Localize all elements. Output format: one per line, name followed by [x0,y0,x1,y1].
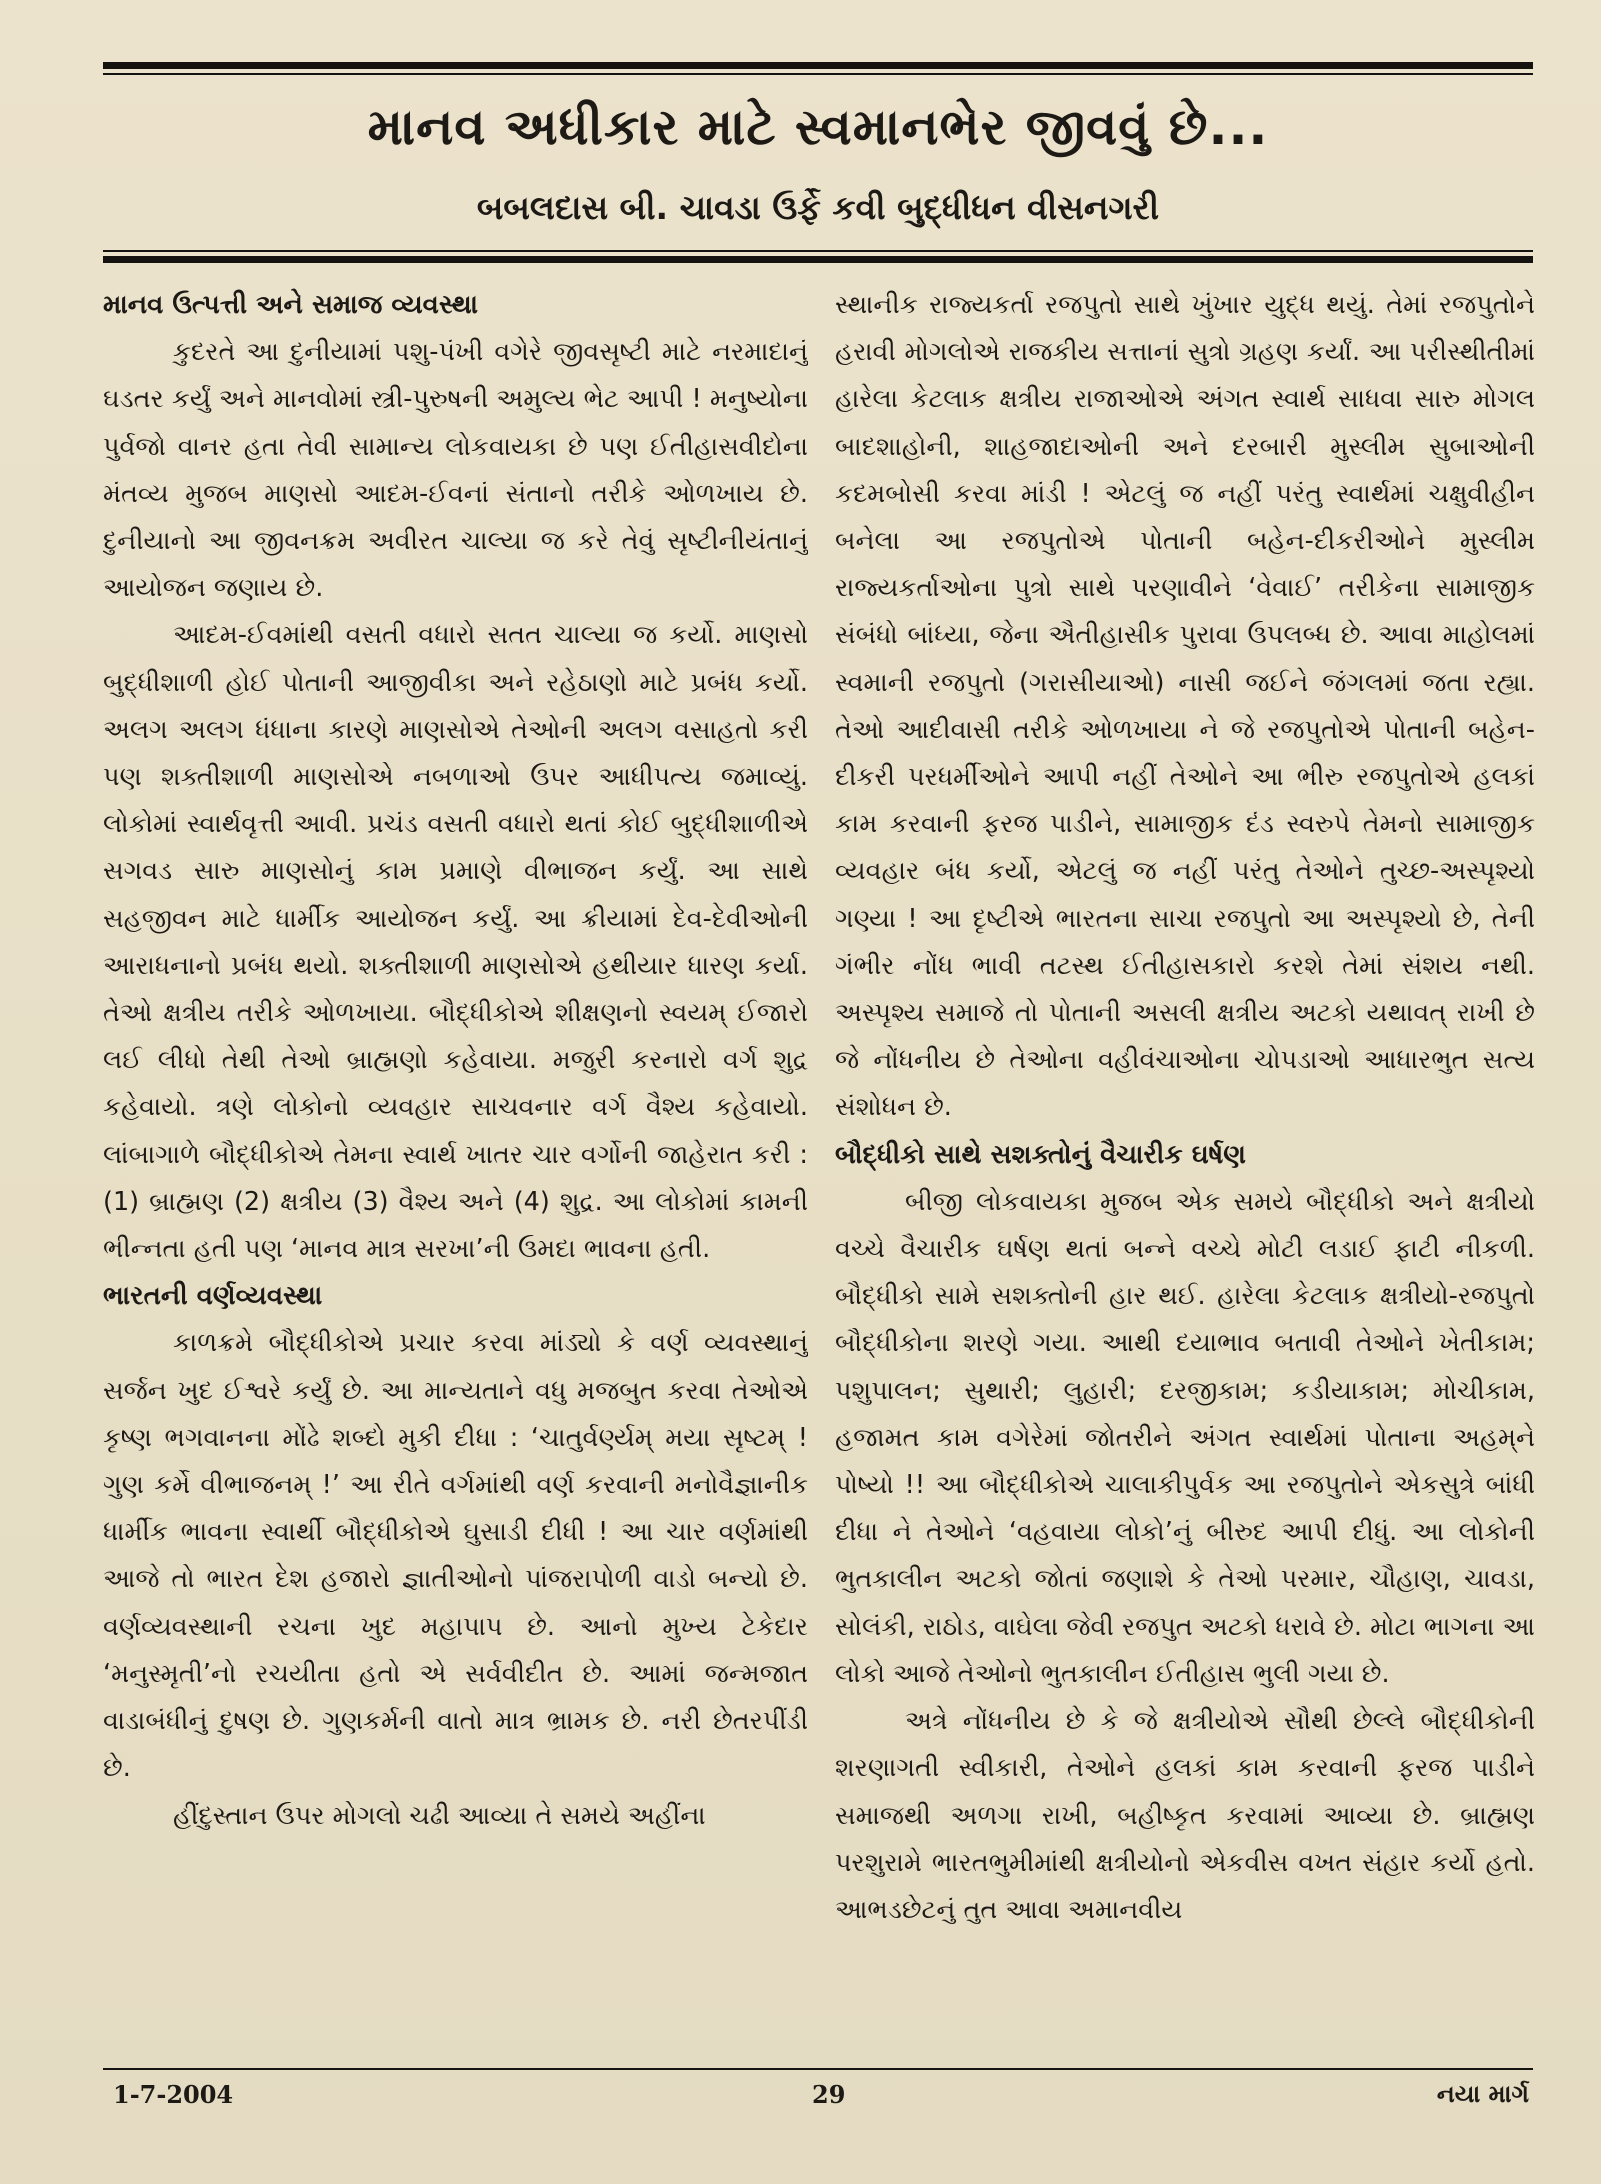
page-number: 29 [812,2080,846,2109]
paragraph: કાળક્રમે બૌદ્ધીકોએ પ્રચાર કરવા માંડ્યો કે વર્ણ વ્યવસ્થાનું સર્જન ખુદ ઈશ્વરે કર્યું છે. આ માન્યતાને વધુ મજબુત કરવા તેઓએ કૃષ્ણ ભગવાનના મોંઢે શબ્દો મુકી દીધા : ‘ચાતુર્વર્ણ્યમ્ મયા સૃષ્ટમ્ ! ગુણ કર્મે વીભાજનમ્ !’ આ રીતે વર્ગમાંથી વર્ણ કરવાની મનોવૈજ્ઞાનીક ધાર્મીક ભાવના સ્વાર્થી બૌદ્ધીકોએ ઘુસાડી દીધી ! આ ચાર વર્ણમાંથી આજે તો ભારત દેશ હજારો જ્ઞાતીઓનો પાંજરાપોળી વાડો બન્યો છે. વર્ણવ્યવસ્થાની રચના ખુદ મહાપાપ છે. આનો મુખ્ય ટેકેદાર ‘મનુસ્મૃતી’નો રચયીતા હતો એ સર્વવીદીત છે. આમાં જન્મજાત વાડાબંધીનું દુષણ છે. ગુણકર્મની વાતો માત્ર ભ્રામક છે. નરી છેતરપીંડી છે. [103,1328,808,1784]
section-heading: માનવ ઉત્પત્તી અને સમાજ વ્યવસ્થા [103,290,479,320]
article-byline: બબલદાસ બી. ચાવડા ઉર્ફે કવી બુદ્ધીધન વીસનગરી [476,188,1160,227]
header-rule-thick [103,256,1533,263]
right-column [835,282,1535,2052]
footer-date: 1-7-2004 [113,2080,234,2109]
paragraph: હીંદુસ્તાન ઉપર મોગલો ચઢી આવ્યા તે સમયે અહીંના [173,1800,706,1831]
paragraph: અત્રે નોંધનીય છે કે જે ક્ષત્રીયોએ સૌથી છેલ્લે બૌદ્ધીકોની શરણાગતી સ્વીકારી, તેઓને હલકાં કામ કરવાની ફરજ પાડીને સમાજથી અળગા રાખી, બહીષ્કૃત કરવામાં આવ્યા છે. બ્રાહ્મણ પરશુરામે ભારતભુમીમાંથી ક્ષત્રીયોનો એકવીસ વખત સંહાર કર્યો હતો. આભડછેટનું તુત આવા અમાનવીય [835,1706,1535,1925]
magazine-name: નયા માર્ગ [1436,2080,1529,2108]
footer-rule [103,2068,1533,2070]
header-rule-thin [103,250,1533,252]
paragraph: બીજી લોકવાયકા મુજબ એક સમયે બૌદ્ધીકો અને ક્ષત્રીયો વચ્ચે વૈચારીક ઘર્ષણ થતાં બન્ને વચ્ચે મોટી લડાઈ ફાટી નીકળી. બૌદ્ધીકો સામે સશક્તોની હાર થઈ. હારેલા કેટલાક ક્ષત્રીયો-રજપુતો બૌદ્ધીકોના શરણે ગયા. આથી દયાભાવ બતાવી તેઓને ખેતીકામ; પશુપાલન; સુથારી; લુહારી; દરજીકામ; કડીયાકામ; મોચીકામ, હજામત કામ વગેરેમાં જોતરીને અંગત સ્વાર્થમાં પોતાના અહમ્‌ને પોષ્યો !! આ બૌદ્ધીકોએ ચાલાકીપુર્વક આ રજપુતોને એકસુત્રે બાંધી દીધા ને તેઓને ‘વહવાયા લોકો’નું બીરુદ આપી દીધું. આ લોકોની ભુતકાલીન અટકો જોતાં જણાશે કે તેઓ પરમાર, ચૌહાણ, ચાવડા, સોલંકી, રાઠોડ, વાઘેલા જેવી રજપુત અટકો ધરાવે છે. મોટા ભાગના આ લોકો આજે તેઓનો ભુતકાલીન ઈતીહાસ ભુલી ગયા છે. [835,1186,1535,1689]
paragraph: સ્થાનીક રાજ્યકર્તા રજપુતો સાથે ખુંખાર યુદ્ધ થયું. તેમાં રજપુતોને હરાવી મોગલોએ રાજકીય સત્તાનાં સુત્રો ગ્રહણ કર્યાં. આ પરીસ્થીતીમાં હારેલા કેટલાક ક્ષત્રીય રાજાઓએ અંગત સ્વાર્થ સાધવા સારુ મોગલ બાદશાહોની, શાહજાદાઓની અને દરબારી મુસ્લીમ સુબાઓની કદમબોસી કરવા માંડી ! એટલું જ નહીં પરંતુ સ્વાર્થમાં ચક્ષુવીહીન બનેલા આ રજપુતોએ પોતાની બહેન-દીકરીઓને મુસ્લીમ રાજ્યકર્તાઓના પુત્રો સાથે પરણાવીને ‘વેવાઈ’ તરીકેના સામાજીક સંબંધો બાંધ્યા, જેના ઐતીહાસીક પુરાવા ઉપલબ્ધ છે. આવા માહોલમાં સ્વમાની રજપુતો (ગરાસીયાઓ) નાસી જઈને જંગલમાં જતા રહ્યા. તેઓ આદીવાસી તરીકે ઓળખાયા ને જે રજપુતોએ પોતાની બહેન-દીકરી પરધર્મીઓને આપી નહીં તેઓને આ ભીરુ રજપુતોએ હલકાં કામ કરવાની ફરજ પાડીને, સામાજીક દંડ સ્વરુપે તેમનો સામાજીક વ્યવહાર બંધ કર્યો, એટલું જ નહીં પરંતુ તેઓને તુચ્છ-અસ્પૃશ્યો ગણ્યા ! આ દૃષ્ટીએ ભારતના સાચા રજપુતો આ અસ્પૃશ્યો છે, તેની ગંભીર નોંધ ભાવી તટસ્થ ઈતીહાસકારો કરશે તેમાં સંશય નથી. અસ્પૃશ્ય સમાજે તો પોતાની અસલી ક્ષત્રીય અટકો યથાવત્ રાખી છે જે નોંધનીય છે તેઓના વહીવંચાઓના ચોપડાઓ આધારભુત સત્ય સંશોધન છે. [835,290,1535,1123]
section-heading: બૌદ્ધીકો સાથે સશક્તોનું વૈચારીક ઘર્ષણ [835,1139,1246,1170]
article-title: માનવ અધીકાર માટે સ્વમાનભેર જીવવું છે... [367,98,1269,156]
left-column [103,282,808,2052]
section-heading: ભારતની વર્ણવ્યવસ્થા [103,1281,323,1312]
paragraph: કુદરતે આ દુનીયામાં પશુ-પંખી વગેરે જીવસૃષ્ટી માટે નરમાદાનું ઘડતર કર્યું અને માનવોમાં સ્ત્રી-પુરુષની અમુલ્ય ભેટ આપી ! મનુષ્યોના પુર્વજો વાનર હતા તેવી સામાન્ય લોકવાયકા છે પણ ઈતીહાસવીદોના મંતવ્ય મુજબ માણસો આદમ-ઈવનાં સંતાનો તરીકે ઓળખાય છે. દુનીયાનો આ જીવનક્રમ અવીરત ચાલ્યા જ કરે તેવું સૃષ્ટીનીયંતાનું આયોજન જણાય છે. [103,337,808,604]
top-rule-thin [103,73,1533,75]
top-rule-thick [103,62,1533,69]
paragraph: આદમ-ઈવમાંથી વસતી વધારો સતત ચાલ્યા જ કર્યો. માણસો બુદ્ધીશાળી હોઈ પોતાની આજીવીકા અને રહેઠાણો માટે પ્રબંધ કર્યો. અલગ અલગ ધંધાના કારણે માણસોએ તેઓની અલગ વસાહતો કરી પણ શક્તીશાળી માણસોએ નબળાઓ ઉપર આધીપત્ય જમાવ્યું. લોકોમાં સ્વાર્થવૃત્તી આવી. પ્રચંડ વસતી વધારો થતાં કોઈ બુદ્ધીશાળીએ સગવડ સારુ માણસોનું કામ પ્રમાણે વીભાજન કર્યું. આ સાથે સહજીવન માટે ધાર્મીક આયોજન કર્યું. આ ક્રીયામાં દેવ-દેવીઓની આરાધનાનો પ્રબંધ થયો. શક્તીશાળી માણસોએ હથીયાર ધારણ કર્યા. તેઓ ક્ષત્રીય તરીકે ઓળખાયા. બૌદ્ધીકોએ શીક્ષણનો સ્વયમ્ ઈજારો લઈ લીધો તેથી તેઓ બ્રાહ્મણો કહેવાયા. મજુરી કરનારો વર્ગ શુદ્ર કહેવાયો. ત્રણે લોકોનો વ્યવહાર સાચવનાર વર્ગ વૈશ્ય કહેવાયો. લાંબાગાળે બૌદ્ધીકોએ તેમના સ્વાર્થ ખાતર ચાર વર્ગોની જાહેરાત કરી : (1) બ્રાહ્મણ (2) ક્ષત્રીય (3) વૈશ્ય અને (4) શુદ્ર. આ લોકોમાં કામની ભીન્નતા હતી પણ ‘માનવ માત્ર સરખા’ની ઉમદા ભાવના હતી. [103,620,808,1265]
